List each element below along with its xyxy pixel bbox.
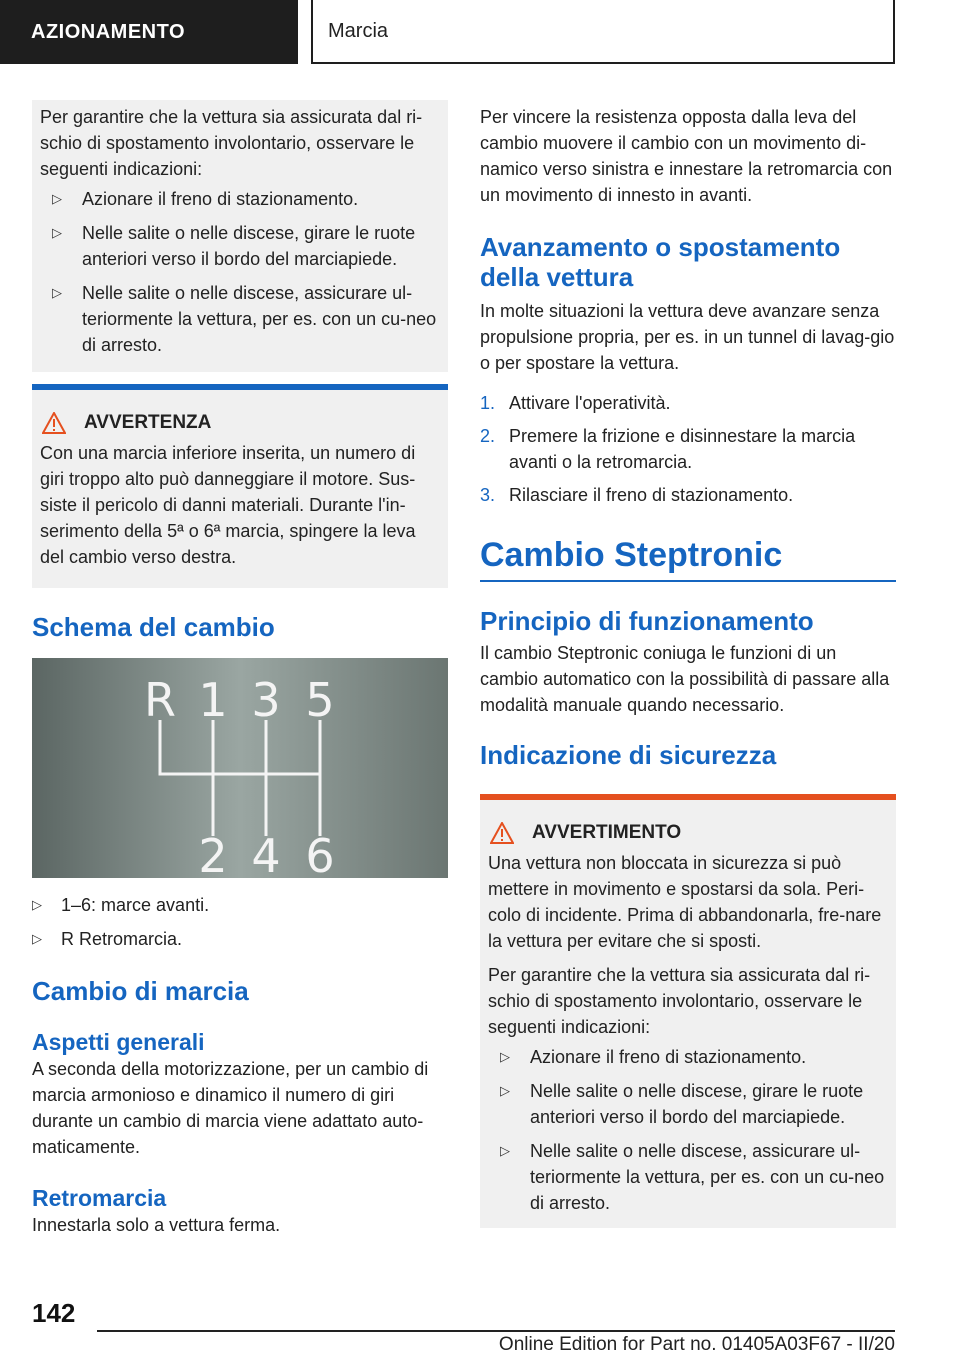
list-item: ▷ Nelle salite o nelle discese, assicurare ul-teriormente la vettura, per es. con un cu-neo di arresto. <box>488 1138 888 1216</box>
intro-box <box>32 100 448 372</box>
steptronic-heading-block <box>480 534 896 582</box>
steptronic-heading: Cambio Steptronic <box>480 536 783 574</box>
triangle-bullet-icon: ▷ <box>52 225 62 240</box>
warning-text: Con una marcia inferiore inserita, un numero di giri troppo alto può danneggiare il motore. Sus-siste il pericolo di danni materiali. Durante l'in-serimento della 5ª o 6ª marcia, spingere la leva del cambio verso destra. <box>40 443 416 567</box>
section-title: AZIONAMENTO <box>31 20 186 43</box>
gear-label-4: 4 <box>251 829 281 878</box>
triangle-bullet-icon: ▷ <box>32 931 42 946</box>
warning-triangle-icon <box>490 822 514 844</box>
right-column <box>480 100 896 1228</box>
schema-list <box>32 892 448 952</box>
warning-title: AVVERTENZA <box>40 412 440 434</box>
aspetti-heading: Aspetti generali <box>32 1029 205 1055</box>
triangle-bullet-icon: ▷ <box>52 285 62 300</box>
avanzamento-heading: Avanzamento o spostamento della vettura <box>480 232 841 292</box>
step-number: 1. <box>480 393 496 413</box>
gear-label-6: 6 <box>305 829 335 878</box>
triangle-bullet-icon: ▷ <box>32 897 42 912</box>
warning-triangle-icon <box>42 412 66 434</box>
warning-text: Una vettura non bloccata in sicurezza si può mettere in movimento e spostarsi da sola. Peri-colo di incidente. Prima di abbandonarla, fre-nare la vettura per evitare che si sposti. <box>488 853 882 951</box>
chapter-tab <box>311 0 895 64</box>
triangle-bullet-icon: ▷ <box>500 1049 510 1064</box>
intro-text: Per garantire che la vettura sia assicurata dal ri-schio di spostamento involontario, osservare le seguenti indicazioni: <box>40 107 423 179</box>
triangle-bullet-icon: ▷ <box>500 1143 510 1158</box>
retro-continued-text: Per vincere la resistenza opposta dalla leva del cambio muovere il cambio con un movimento di-namico verso sinistra e innestare la retromarcia con un movimento di innesto in avanti. <box>480 107 893 205</box>
list-item: ▷ Azionare il freno di stazionamento. <box>488 1044 888 1070</box>
list-item: ▷ Nelle salite o nelle discese, girare le ruote anteriori verso il bordo del marciapiede. <box>40 220 440 272</box>
gear-label-5: 5 <box>305 673 335 727</box>
chapter-title: Marcia <box>328 19 389 42</box>
aspetti-text: A seconda della motorizzazione, per un cambio di marcia armonioso e dinamico il numero di giri durante un cambio di marcia viene adattato auto-maticamente. <box>32 1059 429 1157</box>
principio-text: Il cambio Steptronic coniuga le funzioni di un cambio automatico con la possibilità di passare alla modalità manuale quando necessario. <box>480 643 890 715</box>
step-item: 3. Rilasciare il freno di stazionamento. <box>480 482 896 508</box>
triangle-bullet-icon: ▷ <box>52 191 62 206</box>
gear-label-3: 3 <box>251 673 281 727</box>
warning-box <box>480 794 896 1228</box>
gear-label-r: R <box>144 673 176 727</box>
sicurezza-heading: Indicazione di sicurezza <box>480 740 777 770</box>
steps-list <box>480 390 896 508</box>
page-number: 142 <box>32 1298 76 1328</box>
list-item: ▷ Nelle salite o nelle discese, assicurare ul-teriormente la vettura, per es. con un cu-neo di arresto. <box>40 280 440 358</box>
cambio-heading: Cambio di marcia <box>32 976 249 1006</box>
retro-text: Innestarla solo a vettura ferma. <box>32 1215 281 1235</box>
principio-heading: Principio di funzionamento <box>480 606 814 636</box>
warning-box <box>32 384 448 588</box>
section-tab <box>0 0 298 64</box>
step-number: 2. <box>480 426 496 446</box>
avanzamento-text: In molte situazioni la vettura deve avanzare senza propulsione propria, per es. in un tunnel di lavag-gio o per spostare la vettura. <box>480 301 895 373</box>
list-item: ▷ Nelle salite o nelle discese, girare le ruote anteriori verso il bordo del marciapiede. <box>488 1078 888 1130</box>
warning-text-2: Per garantire che la vettura sia assicurata dal ri-schio di spostamento involontario, osservare le seguenti indicazioni: <box>488 965 871 1037</box>
retro-heading: Retromarcia <box>32 1185 167 1211</box>
warning-title: AVVERTIMENTO <box>488 822 888 844</box>
schema-heading: Schema del cambio <box>32 612 275 642</box>
gear-shift-diagram <box>32 658 448 878</box>
left-column <box>32 100 448 1238</box>
gear-pattern-icon <box>32 658 448 878</box>
gear-label-2: 2 <box>198 829 228 878</box>
step-item: 2. Premere la frizione e disinnestare la marcia avanti o la retromarcia. <box>480 423 896 475</box>
step-number: 3. <box>480 485 496 505</box>
footer-edition: Online Edition for Part no. 01405A03F67 - II/20 <box>498 1334 895 1355</box>
triangle-bullet-icon: ▷ <box>500 1083 510 1098</box>
warning-list <box>488 1044 888 1216</box>
list-item: ▷ Azionare il freno di stazionamento. <box>40 186 440 212</box>
list-item: ▷ R Retromarcia. <box>32 926 448 952</box>
gear-label-1: 1 <box>198 673 228 727</box>
step-item: 1. Attivare l'operatività. <box>480 390 896 416</box>
intro-list <box>40 186 440 358</box>
footer-rule <box>97 1330 895 1332</box>
list-item: ▷ 1–6: marce avanti. <box>32 892 448 918</box>
